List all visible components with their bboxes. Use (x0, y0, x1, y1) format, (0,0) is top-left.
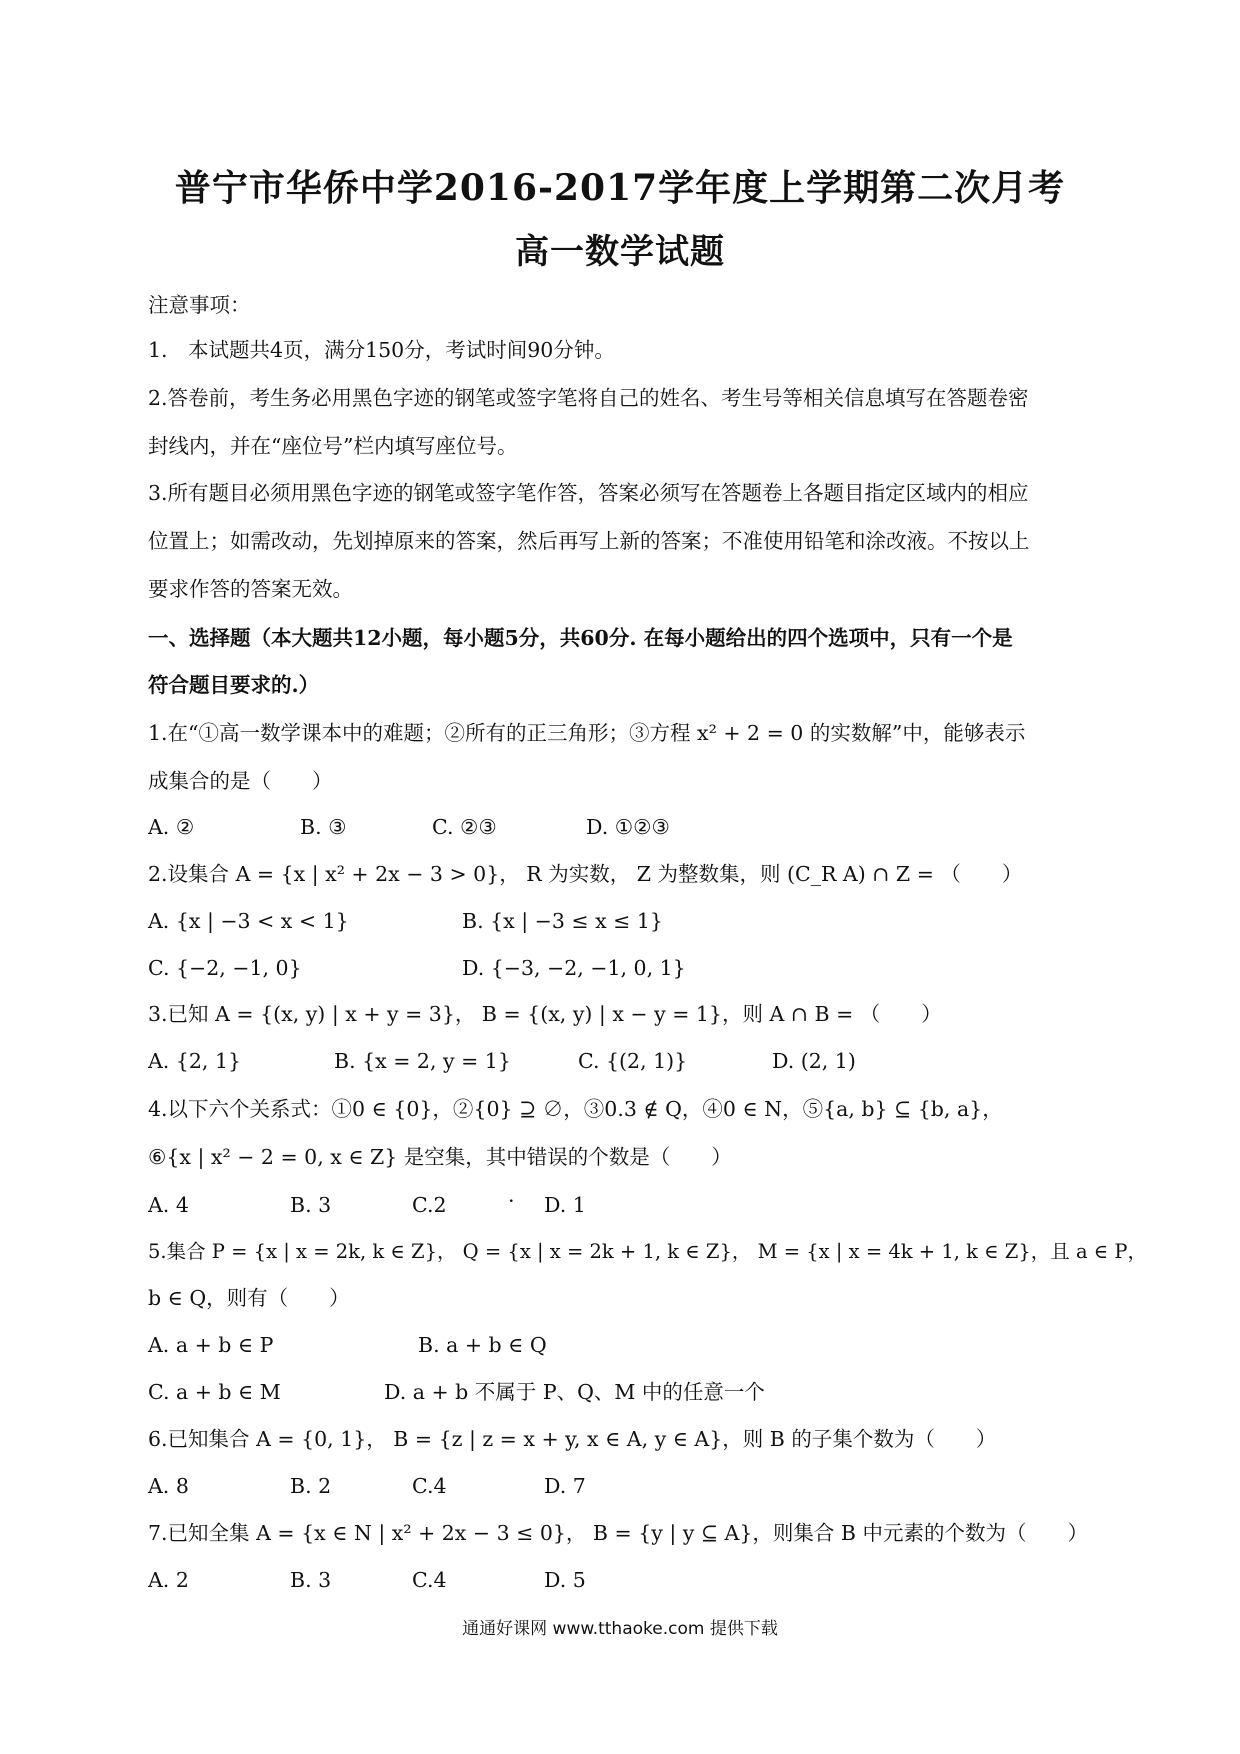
section-heading-line-2: 符合题目要求的.） (148, 673, 320, 697)
question-5-option-c: C. a + b ∈ M (148, 1380, 281, 1404)
notice-item-3-line-2: 位置上；如需改动，先划掉原来的答案，然后再写上新的答案；不准使用铅笔和涂改液。不按以上 (148, 529, 1030, 553)
question-6-option-a: A. 8 (148, 1474, 189, 1498)
question-6-option-b: B. 2 (290, 1474, 332, 1498)
question-5-option-a: A. a + b ∈ P (148, 1333, 274, 1357)
question-2-option-c: C. {−2, −1, 0} (148, 956, 302, 980)
section-heading-line-1: 一、选择题（本大题共12小题，每小题5分，共60分. 在每小题给出的四个选项中，只有一个是 (148, 626, 1013, 650)
question-1-option-a: A. ② (148, 815, 195, 839)
question-7-option-b: B. 3 (290, 1568, 332, 1592)
page-subtitle: 高一数学试题 (515, 232, 725, 272)
question-7-option-a: A. 2 (148, 1568, 189, 1592)
question-3-option-d: D. (2, 1) (772, 1049, 856, 1073)
question-2-line-1: 2.设集合 A = {x | x² + 2x − 3 > 0}， R 为实数， Z 为整数集，则 (C_R A) ∩ Z = （ ） (148, 862, 1023, 886)
page-title: 普宁市华侨中学2016-2017学年度上学期第二次月考 (174, 167, 1066, 209)
question-1-line-1: 1.在“①高一数学课本中的难题；②所有的正三角形；③方程 x² + 2 = 0 的实数解”中，能够表示 (148, 721, 1026, 745)
notice-item-2-line-2: 封线内，并在“座位号”栏内填写座位号。 (148, 434, 518, 458)
notice-item-1: 1. 本试题共4页，满分150分，考试时间90分钟。 (148, 338, 615, 362)
question-6-option-c: C.4 (412, 1474, 447, 1498)
question-6-option-d: D. 7 (544, 1474, 586, 1498)
question-4-line-2: ⑥{x | x² − 2 = 0, x ∈ Z} 是空集，其中错误的个数是（ ） (148, 1145, 732, 1169)
question-4-option-c: C.2 (412, 1193, 447, 1217)
question-5-line-2: b ∈ Q，则有（ ） (148, 1286, 350, 1310)
footer-source-text: 通通好课网 www.tthaoke.com 提供下载 (462, 1619, 778, 1639)
question-5-option-b: B. a + b ∈ Q (418, 1333, 547, 1357)
question-4-option-d: D. 1 (544, 1193, 586, 1217)
notice-heading: 注意事项： (148, 293, 251, 317)
question-2-option-b: B. {x | −3 ≤ x ≤ 1} (462, 909, 663, 933)
question-7-option-d: D. 5 (544, 1568, 586, 1592)
stray-dot: · (508, 1189, 515, 1213)
question-1-line-2: 成集合的是（ ） (148, 769, 333, 793)
question-1-option-b: B. ③ (300, 815, 347, 839)
question-3-option-c: C. {(2, 1)} (578, 1049, 688, 1073)
notice-item-3-line-1: 3.所有题目必须用黑色字迹的钢笔或签字笔作答，答案必须写在答题卷上各题目指定区域内的相应 (148, 481, 1029, 505)
question-3-option-b: B. {x = 2, y = 1} (334, 1049, 511, 1073)
question-3-option-a: A. {2, 1} (148, 1049, 242, 1073)
question-5-line-1: 5.集合 P = {x | x = 2k, k ∈ Z}， Q = {x | x = 2k + 1, k ∈ Z}， M = {x | x = 4k + 1, k ∈ Z}，且 a ∈ P， (148, 1240, 1148, 1263)
question-4-option-a: A. 4 (148, 1193, 189, 1217)
question-1-option-d: D. ①②③ (586, 815, 670, 839)
question-6-line-1: 6.已知集合 A = {0, 1}， B = {z | z = x + y, x ∈ A, y ∈ A}，则 B 的子集个数为（ ） (148, 1427, 997, 1451)
question-7-option-c: C.4 (412, 1568, 447, 1592)
notice-item-3-line-3: 要求作答的答案无效。 (148, 577, 353, 601)
notice-item-2-line-1: 2.答卷前，考生务必用黑色字迹的钢笔或签字笔将自己的姓名、考生号等相关信息填写在答题卷密 (148, 386, 1029, 410)
question-2-option-d: D. {−3, −2, −1, 0, 1} (462, 956, 686, 980)
question-1-option-c: C. ②③ (432, 815, 497, 839)
question-7-line-1: 7.已知全集 A = {x ∈ N | x² + 2x − 3 ≤ 0}， B = {y | y ⊆ A}，则集合 B 中元素的个数为（ ） (148, 1521, 1089, 1545)
question-5-option-d: D. a + b 不属于 P、Q、M 中的任意一个 (384, 1380, 765, 1404)
question-4-option-b: B. 3 (290, 1193, 332, 1217)
question-2-option-a: A. {x | −3 < x < 1} (148, 909, 349, 933)
question-3-line-1: 3.已知 A = {(x, y) | x + y = 3}， B = {(x, y) | x − y = 1}，则 A ∩ B = （ ） (148, 1002, 942, 1026)
question-4-line-1: 4.以下六个关系式：①0 ∈ {0}，②{0} ⊇ ∅，③0.3 ∉ Q，④0 ∈ N，⑤{a, b} ⊆ {b, a}， (148, 1097, 1003, 1121)
